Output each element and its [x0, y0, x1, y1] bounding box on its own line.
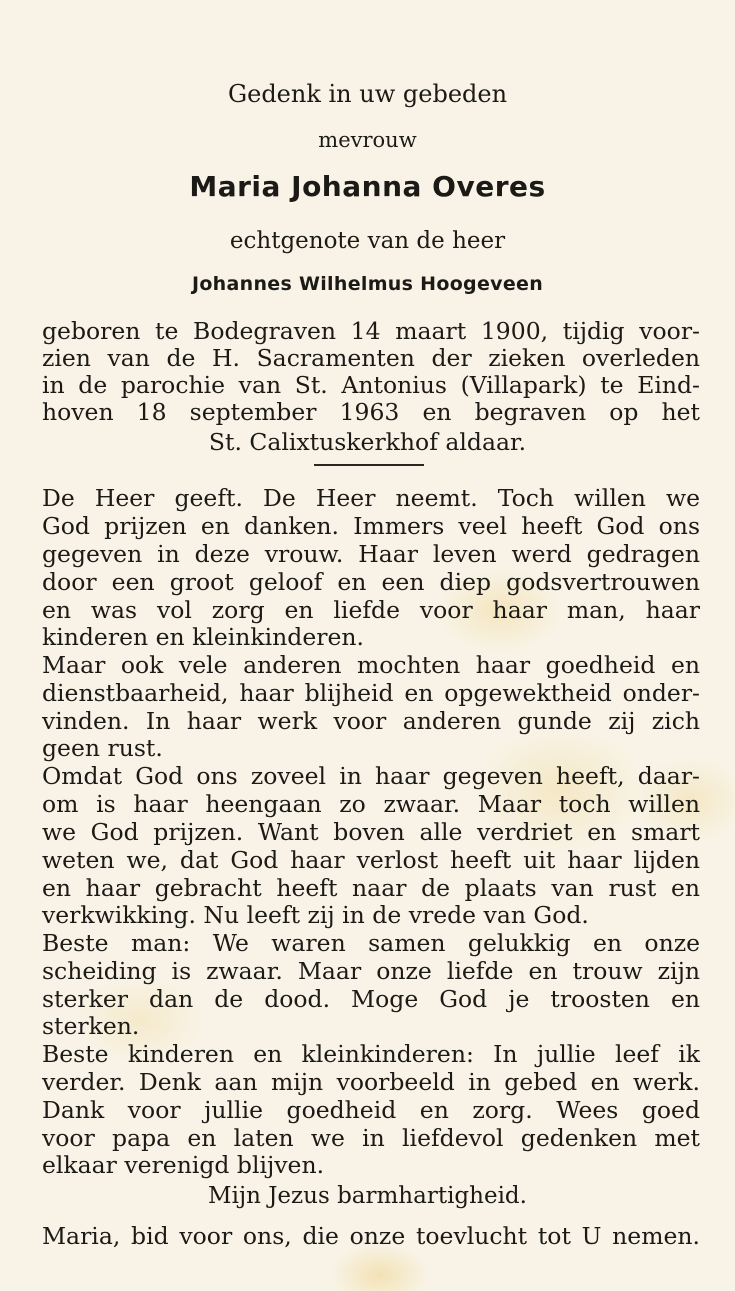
body-line: en was vol zorg en liefde voor haar man, haar: [42, 596, 700, 624]
biography-line: St. Calixtuskerkhof aldaar.: [208, 428, 527, 456]
spouse-intro: echtgenote van de heer: [229, 228, 506, 254]
body-line: scheiding is zwaar. Maar onze liefde en trouw zijn: [42, 957, 700, 985]
body-line: sterker dan de dood. Moge God je troosten en: [42, 985, 700, 1013]
body-line: Beste kinderen en kleinkinderen: In jullie leef ik: [42, 1040, 700, 1068]
body-line: voor papa en laten we in liefdevol gedenken met: [42, 1124, 700, 1152]
body-line: om is haar heengaan zo zwaar. Maar toch willen: [42, 790, 700, 818]
body-line: Omdat God ons zoveel in haar gegeven heeft, daar-: [42, 762, 700, 790]
body-line: geen rust.: [42, 734, 163, 762]
body-line: Dank voor jullie goedheid en zorg. Wees goed: [42, 1096, 700, 1124]
body-line: vinden. In haar werk voor anderen gunde zij zich: [42, 707, 700, 735]
intro-line: Gedenk in uw gebeden: [227, 80, 508, 108]
biography-line: hoven 18 september 1963 en begraven op het: [42, 398, 700, 426]
biography-line: zien van de H. Sacramenten der zieken overleden: [42, 344, 700, 372]
body-line: elkaar verenigd blijven.: [42, 1151, 325, 1179]
body-line: en haar gebracht heeft naar de plaats van rust en: [42, 874, 700, 902]
divider: [314, 464, 424, 466]
deceased-name: Maria Johanna Overes: [189, 170, 546, 203]
closing-prayer: Mijn Jezus barmhartigheid.: [208, 1183, 527, 1209]
body-line: gegeven in deze vrouw. Haar leven werd gedragen: [42, 540, 700, 568]
body-line: dienstbaarheid, haar blijheid en opgewektheid onder-: [42, 679, 700, 707]
body-line: sterken.: [42, 1012, 140, 1040]
body-line: weten we, dat God haar verlost heeft uit haar lijden: [42, 846, 700, 874]
body-line: Beste man: We waren samen gelukkig en onze: [42, 929, 700, 957]
body-line: God prijzen en danken. Immers veel heeft God ons: [42, 512, 700, 540]
closing-invocation: Maria, bid voor ons, die onze toevlucht tot U nemen.: [42, 1222, 700, 1250]
body-line: De Heer geeft. De Heer neemt. Toch willen we: [42, 484, 700, 512]
body-line: verkwikking. Nu leeft zij in de vrede van God.: [42, 901, 589, 929]
body-line: kinderen en kleinkinderen.: [42, 623, 365, 651]
biography-line: geboren te Bodegraven 14 maart 1900, tijdig voor-: [42, 317, 700, 345]
body-line: door een groot geloof en een diep godsvertrouwen: [42, 568, 700, 596]
biography-line: in de parochie van St. Antonius (Villapark) te Eind-: [42, 371, 700, 399]
spouse-name: Johannes Wilhelmus Hoogeveen: [191, 273, 544, 295]
title-line: mevrouw: [318, 128, 417, 152]
body-line: Maar ook vele anderen mochten haar goedheid en: [42, 651, 700, 679]
body-line: we God prijzen. Want boven alle verdriet en smart: [42, 818, 700, 846]
body-line: verder. Denk aan mijn voorbeeld in gebed en werk.: [42, 1068, 700, 1096]
